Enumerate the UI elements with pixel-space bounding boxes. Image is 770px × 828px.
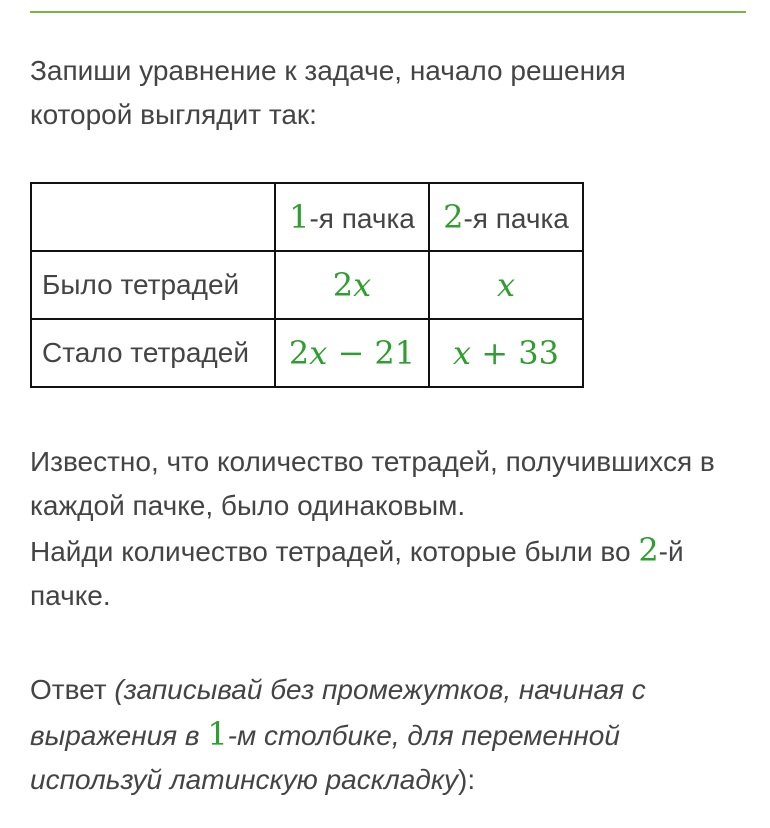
- cell-was-pack-2: x: [429, 251, 583, 319]
- answer-prompt: Ответ (записывай без промежутков, начиная с выражения в 1-м столбике, для переменной используй латинскую раскладку):: [30, 674, 646, 795]
- table-corner-cell: [31, 183, 275, 251]
- header-pack-1: 1-я пачка: [275, 183, 429, 251]
- condition-question: Найди количество тетрадей, которые были во 2-й пачке.: [30, 531, 684, 611]
- table-header-row: [31, 183, 583, 251]
- answer-label: Ответ: [30, 674, 115, 705]
- table-row: [31, 251, 583, 319]
- table-row: [31, 319, 583, 387]
- data-table: [30, 182, 584, 388]
- cell-was-pack-1: 2x: [275, 251, 429, 319]
- top-divider: [30, 11, 746, 13]
- row-label-became: Стало тетрадей: [31, 319, 275, 387]
- answer-hint: записывай без промежутков, начиная с выражения в 1-м столбике, для переменной используй латинскую раскладку: [30, 674, 646, 795]
- task-intro: Запиши уравнение к задаче, начало решения которой выглядит так:: [30, 55, 626, 130]
- header-pack-2: 2-я пачка: [429, 183, 583, 251]
- row-label-was: Было тетрадей: [31, 251, 275, 319]
- task-condition: [30, 440, 750, 618]
- condition-line-1: Известно, что количество тетрадей, получившихся в каждой пачке, было одинаковым.: [30, 446, 715, 521]
- cell-became-pack-1: 2x − 21: [275, 319, 429, 387]
- cell-became-pack-2: x + 33: [429, 319, 583, 387]
